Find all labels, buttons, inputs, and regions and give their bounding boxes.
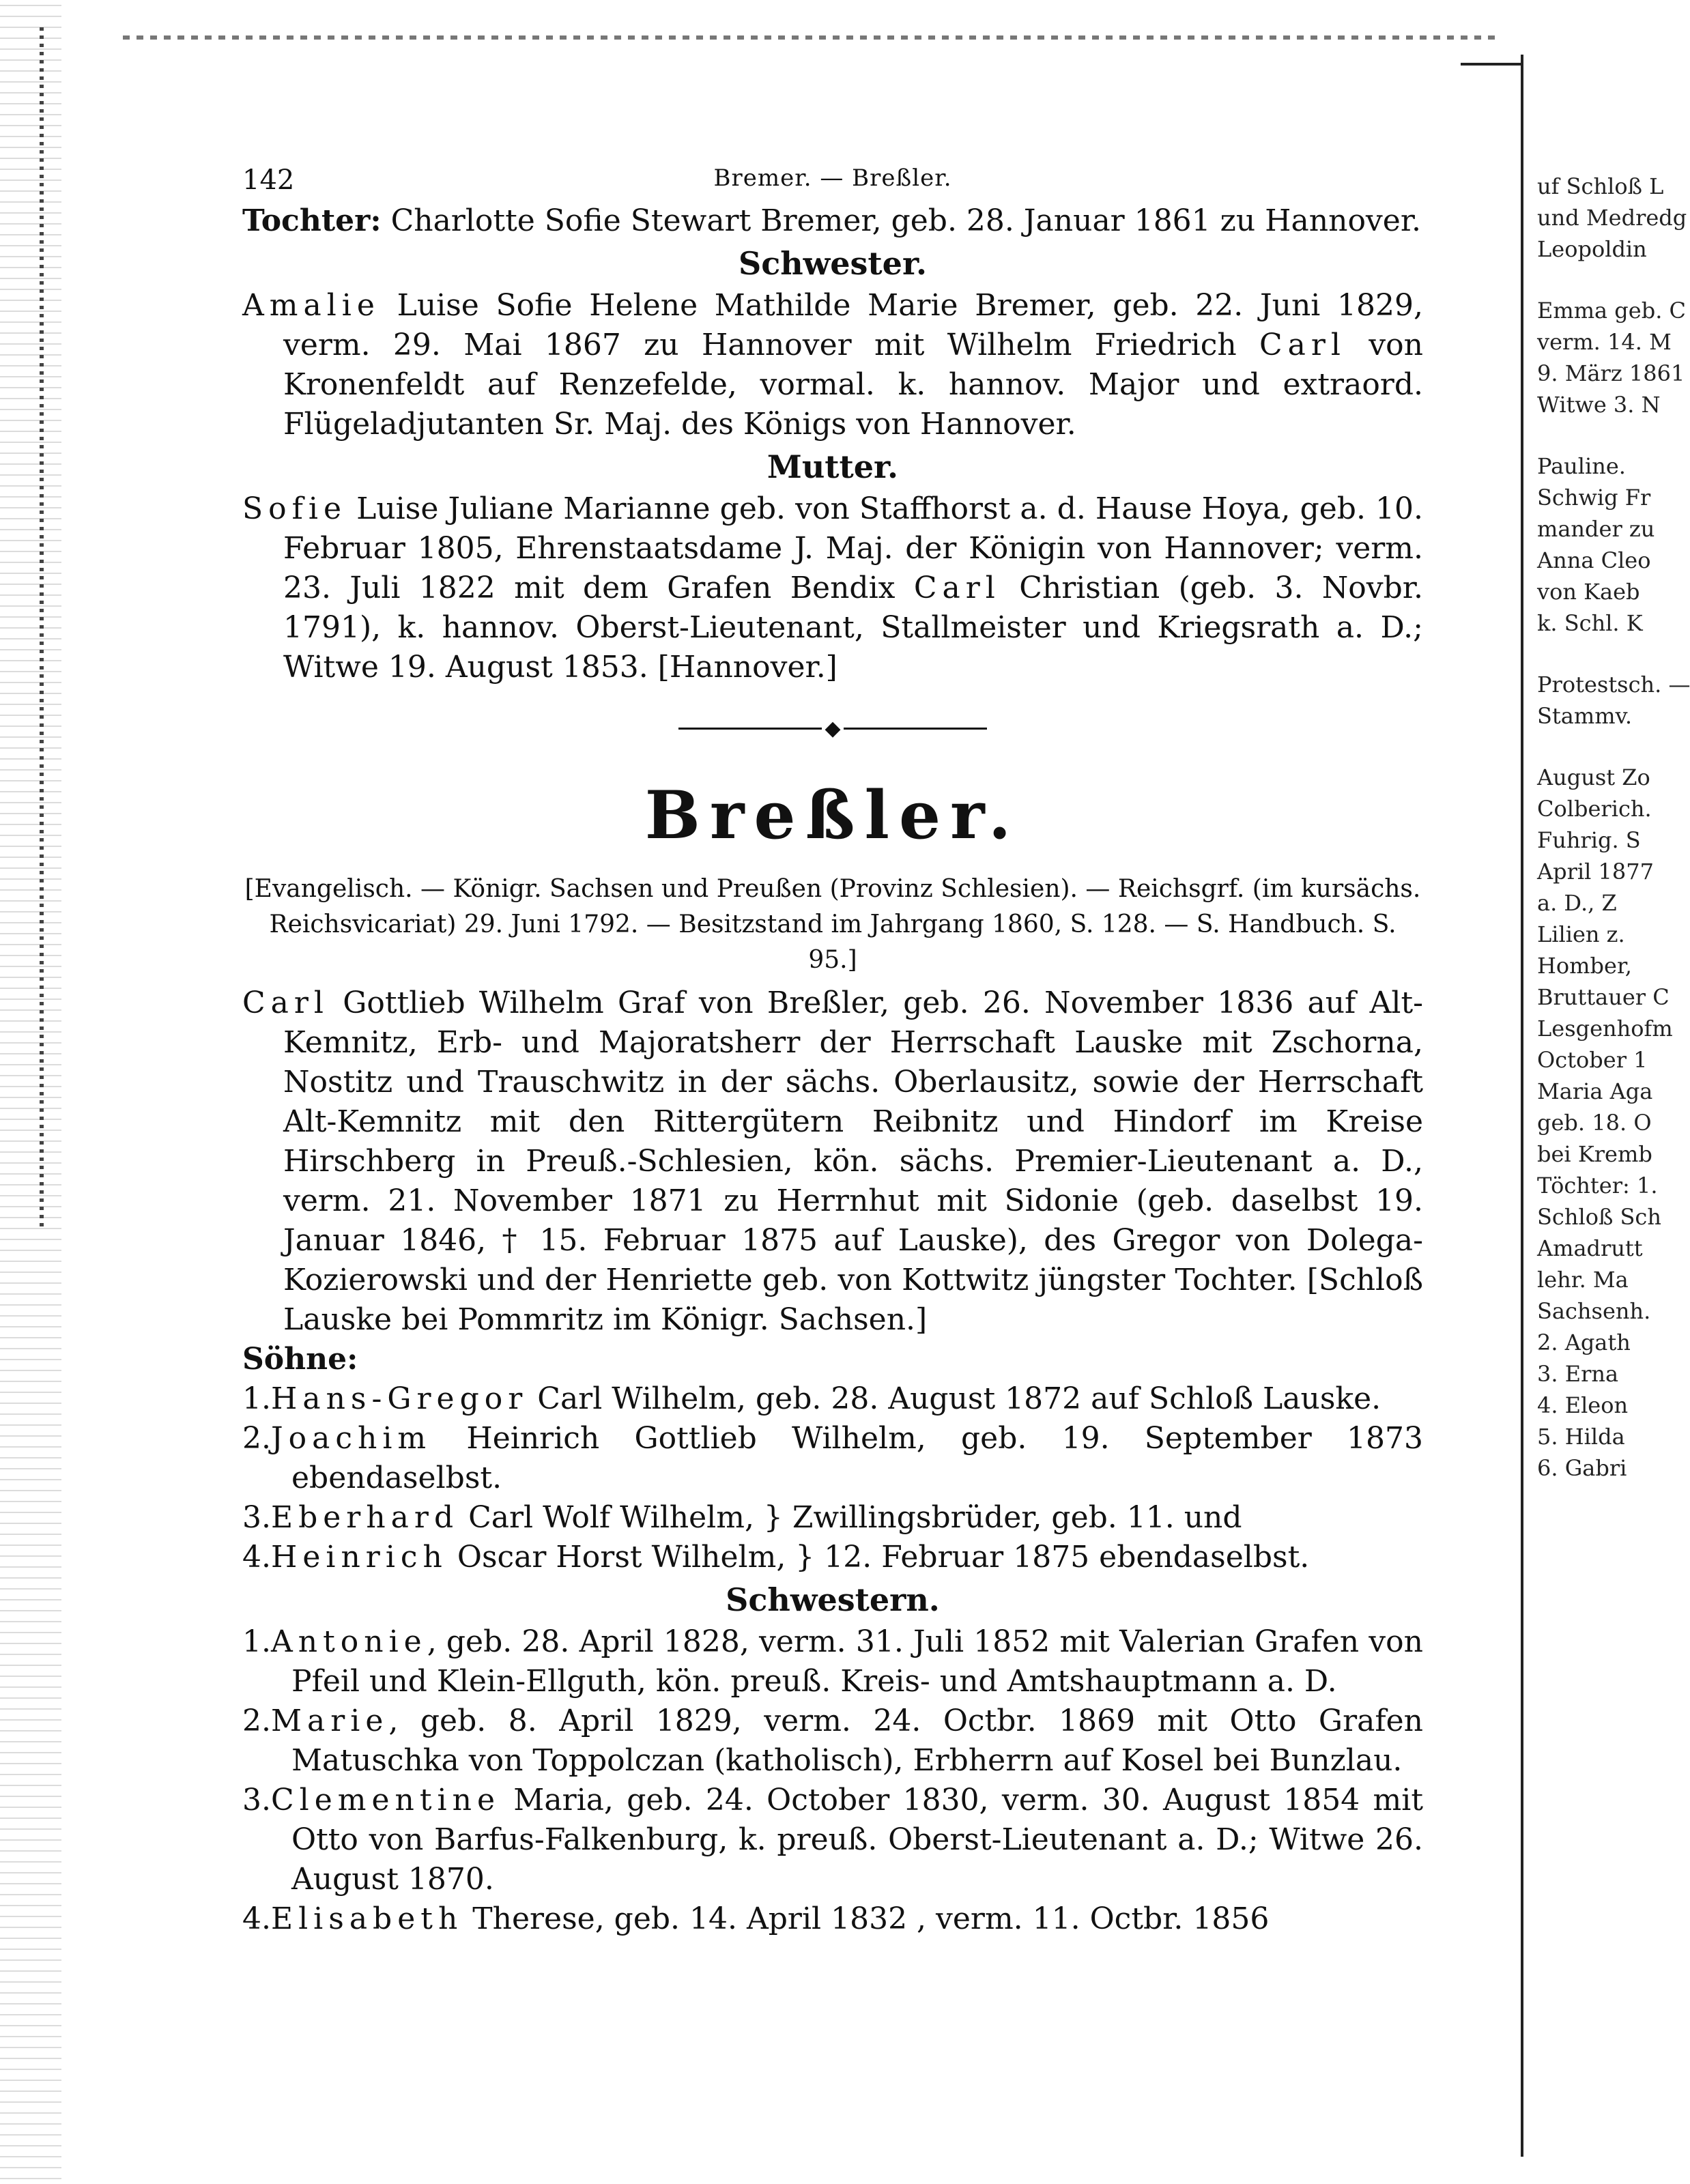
fragment-line: Pauline. — [1537, 453, 1626, 479]
page-corner-rule — [1461, 63, 1523, 66]
son-name: Eberhard — [270, 1500, 459, 1535]
fragment-line: und Medredg — [1537, 205, 1687, 231]
sister-entry — [242, 1899, 1423, 1939]
sister-text: Luise Sofie Helene Mathilde Marie Bremer, geb. 22. Juni 1829, verm. 29. Mai 1867 zu Hannover mit Wilhelm Friedrich — [283, 288, 1423, 362]
sister-name: Antonie — [270, 1624, 427, 1659]
head-given-name: Carl — [242, 986, 330, 1020]
fragment-group-a — [1537, 171, 1687, 265]
fragment-line: Homber, — [1537, 953, 1632, 979]
son-number: 1. — [242, 1381, 271, 1416]
daughter-label: Tochter: — [242, 203, 382, 238]
son-entry — [242, 1419, 1423, 1498]
sons-label-line — [242, 1340, 1423, 1379]
family-title: Breßler. — [644, 777, 1021, 854]
fragment-line: uf Schloß L — [1537, 173, 1664, 199]
mother-given-name: Sofie — [242, 491, 347, 526]
son-text: Carl Wolf Wilhelm, } Zwillingsbrüder, geb. 11. und — [459, 1500, 1242, 1535]
fragment-line: mander zu — [1537, 516, 1655, 542]
sister-husband-name: Carl — [1259, 328, 1347, 362]
fragment-line: Protestsch. — — [1537, 672, 1690, 698]
sister-number: 4. — [242, 1901, 271, 1936]
bremer-daughter-entry — [242, 201, 1423, 241]
fragment-line: 2. Agath — [1537, 1330, 1631, 1355]
fragment-line: Bruttauer C — [1537, 984, 1670, 1010]
mother-text-continued: Christian (geb. 3. Novbr. 1791), k. hannov. Oberst-Lieutenant, Stallmeister und Kriegsrath a. D.; Witwe 19. August 1853. [Hannover.] — [283, 571, 1423, 685]
section-divider-ornament — [242, 687, 1423, 769]
fragment-line: 4. Eleon — [1537, 1392, 1629, 1418]
fragment-line: Schwig Fr — [1537, 485, 1651, 511]
sister-detail: , geb. 8. April 1829, verm. 24. Octbr. 1869 mit Otto Grafen Matuschka von Toppolczan (katholisch), Erbherrn auf Kosel bei Bunzlau. — [291, 1704, 1423, 1778]
son-name: Heinrich — [270, 1540, 448, 1575]
divider-line-left — [678, 728, 822, 730]
sister-number: 3. — [242, 1783, 271, 1817]
fragment-line: Maria Aga — [1537, 1078, 1653, 1104]
fragment-line: 6. Gabri — [1537, 1455, 1627, 1481]
sister-detail: Maria, geb. 24. October 1830, verm. 30. August 1854 mit Otto von Barfus-Falkenburg, k. preuß. Oberst-Lieutenant a. D.; Witwe 26. August 1870. — [291, 1783, 1423, 1897]
page-number: 142 — [242, 164, 295, 196]
family-info: [Evangelisch. — Königr. Sachsen und Preußen (Provinz Schlesien). — Reichsgrf. (im kursächs. Reichsvicariat) 29. Juni 1792. — Besitzstand im Jahrgang 1860, S. 128. — S. Handbuch. S. 95.] — [244, 875, 1421, 974]
head-text: Gottlieb Wilhelm Graf von Breßler, geb. 26. November 1836 auf Alt-Kemnitz, Erb- und Majoratsherr der Herrschaft Lauske mit Zschorna, Nostitz und Trauschwitz in der sächs. Oberlausitz, sowie der Herrschaft Alt-Kemnitz mit den Rittergütern Reibnitz und Hindorf im Kreise Hirschberg in Preuß.-Schlesien, kön. sächs. Premier-Lieutenant a. D., verm. 21. November 1871 zu Herrnhut mit Sidonie (geb. daselbst 19. Januar 1846, † 15. Februar 1875 auf Lauske), des Gregor von Dolega-Kozierowski und der Henriette geb. von Kottwitz jüngster Tochter. [Schloß Lauske bei Pommritz im Königr. Sachsen.] — [283, 986, 1423, 1337]
divider-diamond-icon: ◆ — [825, 716, 841, 741]
fragment-line: Colberich. — [1537, 796, 1652, 822]
fragment-line: Stammv. — [1537, 703, 1632, 729]
fragment-line: Lilien z. — [1537, 921, 1625, 947]
fragment-line: Sachsenh. — [1537, 1298, 1651, 1324]
sister-detail: Therese, geb. 14. April 1832 , verm. 11. Octbr. 1856 — [463, 1901, 1270, 1936]
son-name: Hans-Gregor — [270, 1381, 528, 1416]
son-entry — [242, 1379, 1423, 1419]
fragment-group-b — [1537, 295, 1687, 420]
adjacent-page-fragment — [1537, 171, 1690, 1514]
sister-number: 2. — [242, 1704, 271, 1738]
mother-husband-name: Carl — [913, 571, 1001, 605]
sister-number: 1. — [242, 1624, 271, 1659]
sister-detail: , geb. 28. April 1828, verm. 31. Juli 1852 mit Valerian Grafen von Pfeil und Klein-Ellguth, kön. preuß. Kreis- und Amtshauptmann a. D. — [291, 1624, 1423, 1699]
sister-entry — [242, 1701, 1423, 1781]
page-fold-rule — [1521, 55, 1523, 2157]
fragment-line: lehr. Ma — [1537, 1267, 1629, 1293]
daughter-text: Charlotte Sofie Stewart Bremer, geb. 28. Januar 1861 zu Hannover. — [381, 203, 1422, 238]
fragment-line: April 1877 — [1537, 859, 1654, 885]
scan-top-edge — [123, 35, 1502, 40]
son-entry — [242, 1498, 1423, 1538]
fragment-group-d — [1537, 669, 1690, 732]
fragment-line: Fuhrig. S — [1537, 827, 1641, 853]
fragment-line: August Zo — [1537, 764, 1650, 790]
fragment-line: verm. 14. M — [1537, 329, 1672, 355]
sister-entry — [242, 1781, 1423, 1899]
fragment-line: Anna Cleo — [1537, 547, 1651, 573]
fragment-line: 5. Hilda — [1537, 1424, 1625, 1450]
fragment-line: von Kaeb — [1537, 579, 1640, 605]
page-header — [242, 154, 1423, 201]
sister-name: Elisabeth — [270, 1901, 463, 1936]
bressler-head-entry — [242, 983, 1423, 1340]
bremer-sister-entry — [242, 286, 1423, 444]
son-text: Carl Wilhelm, geb. 28. August 1872 auf Schloß Lauske. — [528, 1381, 1381, 1416]
fragment-line: geb. 18. O — [1537, 1110, 1652, 1136]
fragment-line: October 1 — [1537, 1047, 1648, 1073]
son-name: Joachim — [270, 1421, 432, 1456]
fragment-line: 3. Erna — [1537, 1361, 1619, 1387]
fragment-line: Schloß Sch — [1537, 1204, 1661, 1230]
fragment-group-c — [1537, 450, 1655, 639]
fragment-line: Amadrutt — [1537, 1235, 1643, 1261]
running-title: Bremer. — Breßler. — [713, 164, 952, 192]
sister-name: Marie — [270, 1704, 389, 1738]
fragment-line: Emma geb. C — [1537, 298, 1687, 324]
fragment-group-e — [1537, 762, 1673, 1484]
son-text: Oscar Horst Wilhelm, } 12. Februar 1875 ebendaselbst. — [447, 1540, 1310, 1575]
mother-text: Luise Juliane Marianne geb. von Staffhorst a. d. Hause Hoya, geb. 10. Februar 1805, Ehrenstaatsdame J. Maj. der Königin von Hannover; verm. 23. Juli 1822 mit dem Grafen Bendix — [283, 491, 1423, 605]
sister-name: Clementine — [270, 1783, 500, 1817]
fragment-line: a. D., Z — [1537, 890, 1617, 916]
son-number: 3. — [242, 1500, 271, 1535]
scan-left-edge — [0, 0, 61, 2184]
sisters-heading: Schwestern. — [726, 1581, 940, 1618]
son-number: 4. — [242, 1540, 271, 1575]
son-number: 2. — [242, 1421, 271, 1456]
sons-label: Söhne: — [242, 1342, 358, 1377]
fragment-line: Töchter: 1. — [1537, 1173, 1658, 1198]
sister-text-continued: von Kronenfeldt auf Renzefelde, vormal. k. hannov. Major und extraord. Flügeladjutanten Sr. Maj. des Königs von Hannover. — [283, 328, 1423, 442]
fragment-line: 9. März 1861 — [1537, 360, 1685, 386]
fragment-line: Lesgenhofm — [1537, 1016, 1673, 1041]
sons-list — [242, 1379, 1423, 1577]
son-text: Heinrich Gottlieb Wilhelm, geb. 19. September 1873 ebendaselbst. — [291, 1421, 1423, 1495]
sister-entry — [242, 1622, 1423, 1701]
sister-heading: Schwester. — [739, 245, 927, 282]
sister-given-name: Amalie — [242, 288, 380, 323]
fragment-line: Leopoldin — [1537, 236, 1647, 262]
fragment-line: k. Schl. K — [1537, 610, 1643, 636]
bremer-mother-entry — [242, 489, 1423, 687]
sisters-list — [242, 1622, 1423, 1939]
divider-line-right — [844, 728, 987, 730]
mother-heading: Mutter. — [767, 448, 899, 485]
fragment-line: bei Kremb — [1537, 1141, 1652, 1167]
page-content — [242, 154, 1423, 1939]
fragment-line: Witwe 3. N — [1537, 392, 1661, 418]
son-entry — [242, 1538, 1423, 1577]
